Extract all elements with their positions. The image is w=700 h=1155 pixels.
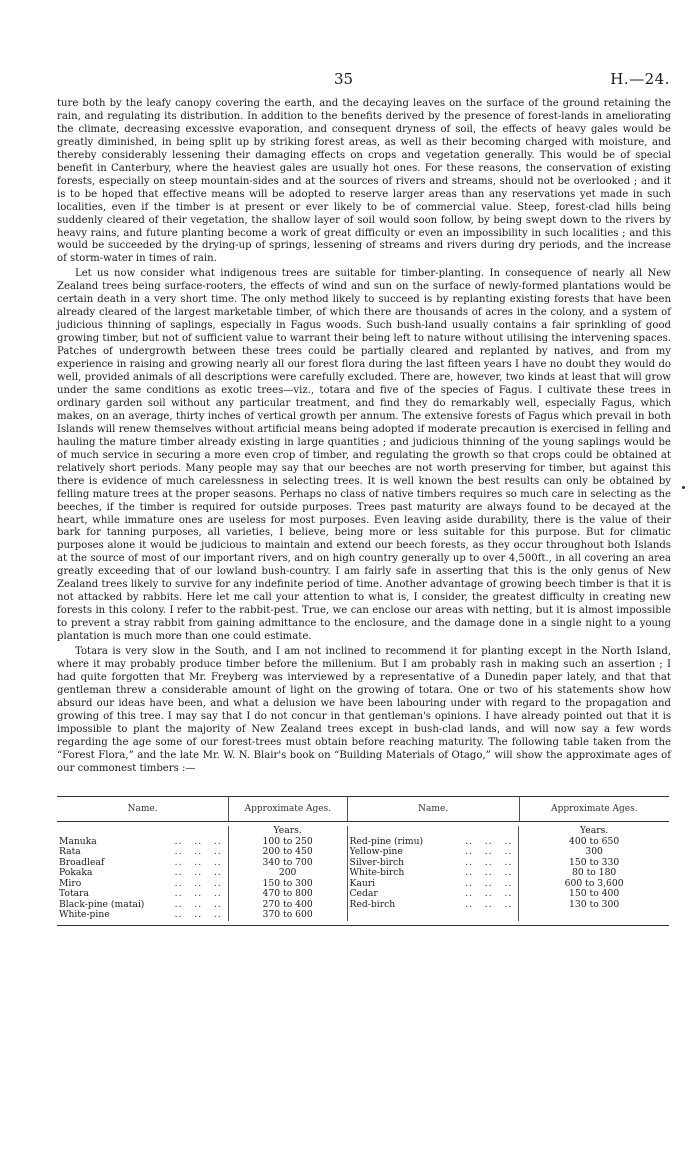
table-row-name bbox=[350, 837, 519, 848]
table-row-age: 100 to 250 bbox=[262, 836, 313, 847]
table-row-age: 150 to 400 bbox=[569, 889, 620, 899]
table-row-age: 150 to 300 bbox=[262, 878, 313, 889]
tree-name: Manuka bbox=[59, 836, 97, 847]
ages-table bbox=[57, 796, 669, 926]
tree-name: Totara bbox=[59, 889, 89, 899]
tree-name: Cedar bbox=[349, 889, 378, 899]
paragraph: ture both by the leafy canopy covering the earth, and the decaying leaves on the surface of the ground retaining the rain, and regulating its distribution. In addition to the benefits derived by the presence of forest-lands in ameliorating the climate, decreasing excessive evaporation, and consequent dryness of soil, the effects of heavy gales would be greatly diminished, in being split up by striking forest areas, as well as their becoming charged with moisture, and thereby considerably lessening their damaging effects on crops and vegetation generally. This would be of special benefit in Canterbury, where the heaviest gales are usually hot ones. For these reasons, the conservation of existing forests, especially on steep mountain-sides and at the sources of rivers and streams, should not be overlooked ; and it is to be hoped that effective means will be adopted to reserve larger areas than any reservations yet made in such localities, even if the timber is at present or ever likely to be of commercial value. Steep, forest-clad hills being suddenly cleared of their vegetation, the shallow layer of soil would soon follow, by being swept down to the rivers by heavy rains, and future planting become a work of great difficulty or even an impossibility in such localities ; and this would be succeeded by the drying-up of springs, lessening of streams and rivers during dry periods, and the increase of storm-water in times of rain. bbox=[57, 98, 671, 265]
table-header-ages: Approximate Ages. bbox=[551, 804, 638, 814]
table-body bbox=[57, 822, 669, 925]
table-row-name bbox=[350, 858, 519, 869]
units-label: Years. bbox=[273, 825, 302, 836]
table-row-name bbox=[350, 900, 519, 911]
dot-leader: .. .. .. bbox=[461, 847, 513, 857]
dot-leader: .. .. .. bbox=[170, 889, 222, 899]
tree-name: Broadleaf bbox=[59, 857, 105, 868]
paragraph: Let us now consider what indigenous trees are suitable for timber-planting. In consequence of nearly all New Zealand trees being surface-rooters, the effects of wind and sun on the surface of newly-formed plantations would be certain death in a very short time. The only method likely to succeed is by replanting existing forests that have been already cleared of the largest marketable timber, of which there are thousands of acres in the colony, and a system of judicious thinning of saplings, especially in Fagus woods. Such bush-land usually contains a fair sprinkling of good growing timber, but not of sufficient value to warrant their being left to nature without utilising the intervening spaces. Patches of undergrowth between these trees could be partially cleared and replanted by natives, and from my experience in raising and growing nearly all our forest flora during the last fifteen years I have no doubt they would do well, provided animals of all descriptions were carefully excluded. There are, however, two kinds at least that will grow under the same conditions as exotic trees—viz., totara and five of the species of Fagus. I cultivate these trees in ordinary garden soil without any particular treatment, and find they do remarkably well, especially Fagus, which makes, on an average, thirty inches of vertical growth per annum. The extensive forests of Fagus which prevail in both Islands will renew themselves without artificial means being adopted if moderate precaution is exercised in felling and hauling the mature timber already existing in large quantities ; and judicious thinning of the young saplings would be of much service in securing a more even crop of timber, and regulating the growth so that crops could be obtained at relatively short periods. Many people may say that our beeches are not worth preserving for timber, but against this there is evidence of much carelessness in selecting trees. It is well known the best results can only be obtained by felling mature trees at the proper seasons. Perhaps no class of native timbers requires so much care in selecting as the beeches, if the timber is required for outside purposes. Trees past maturity are always found to be decayed at the heart, while immature ones are useless for most purposes. Even leaving aside durability, there is the value of their bark for tanning purposes, all varieties, I believe, being more or less suitable for this purpose. But for climatic purposes alone it would be judicious to maintain and extend our beech forests, as they occur throughout both Islands at the source of most of our important rivers, and on high country generally up to over 4,500ft., in all covering an area greatly exceeding that of our lowland bush-country. I am fairly safe in asserting that this is the only genus of New Zealand trees likely to survive for any indefinite period of time. Another advantage of growing beech timber is that it is not attacked by rabbits. Here let me call your attention to what is, I consider, the greatest difficulty in creating new forests in this colony. I refer to the rabbit-pest. True, we can enclose our areas with netting, but it is almost impossible to prevent a stray rabbit from gaining admittance to the enclosure, and the damage done in a single night to a young plantation is much more than one could estimate. bbox=[57, 268, 671, 643]
table-row-age: 340 to 700 bbox=[262, 857, 313, 868]
dot-leader: .. .. .. bbox=[170, 899, 222, 910]
table-left-names bbox=[57, 826, 229, 921]
table-row-name bbox=[350, 847, 519, 858]
dot-leader: .. .. .. bbox=[170, 878, 222, 889]
dot-leader: .. .. .. bbox=[461, 836, 513, 847]
dot-leader: .. .. .. bbox=[170, 836, 222, 847]
tree-name: Rata bbox=[59, 847, 81, 857]
page-number: 35 bbox=[334, 70, 354, 88]
tree-name: Pokaka bbox=[59, 868, 93, 878]
dot-leader: .. .. .. bbox=[461, 857, 513, 868]
paragraph: Totara is very slow in the South, and I am not inclined to recommend it for planting except in the North Island, where it may probably produce timber before the millenium. But I am probably rash in making such an assertion ; I had quite forgotten that Mr. Freyberg was interviewed by a representative of a Dunedin paper lately, and that that gentleman threw a considerable amount of light on the growing of totara. One or two of his statements show how absurd our ideas have been, and what a delusion we have been labouring under with regard to the propagation and growing of this tree. I may say that I do not concur in that gentleman's opinions. I have already pointed out that it is impossible to plant the majority of New Zealand trees except in bush-clad lands, and will now say a few words regarding the age some of our forest-trees must obtain before reaching maturity. The following table taken from the “Forest Flora,” and the late Mr. W. N. Blair's book on “Building Materials of Otago,” will show the approximate ages of our commonest timbers :— bbox=[57, 646, 671, 774]
table-header-row bbox=[57, 797, 669, 822]
table-row-name bbox=[59, 910, 228, 921]
spacer bbox=[350, 826, 519, 837]
table-header-name: Name. bbox=[57, 797, 229, 821]
table-header-name: Name. bbox=[348, 797, 520, 821]
tree-name: White-birch bbox=[349, 868, 405, 878]
table-row-name bbox=[59, 879, 228, 890]
table-row-name bbox=[350, 889, 519, 900]
table-right-names bbox=[348, 826, 520, 921]
margin-mark bbox=[682, 486, 685, 489]
spacer bbox=[59, 826, 228, 837]
table-row-name bbox=[350, 868, 519, 879]
table-row-age: 400 to 650 bbox=[569, 836, 620, 847]
tree-name: Silver-birch bbox=[349, 857, 405, 868]
table-row-name bbox=[59, 837, 228, 848]
dot-leader: .. .. .. bbox=[170, 847, 222, 857]
dot-leader: .. .. .. bbox=[170, 857, 222, 868]
dot-leader: .. .. .. bbox=[461, 878, 513, 889]
tree-name: Miro bbox=[59, 878, 82, 889]
table-right-ages bbox=[519, 826, 669, 921]
tree-name: White-pine bbox=[59, 910, 110, 920]
tree-name: Yellow-pine bbox=[349, 847, 403, 857]
table-left-ages bbox=[229, 826, 348, 921]
table-row-age: 300 bbox=[585, 847, 603, 857]
tree-name: Black-pine (matai) bbox=[59, 899, 145, 910]
dot-leader: .. .. .. bbox=[461, 899, 513, 910]
table-bottom-rule bbox=[57, 925, 669, 926]
table-row-name bbox=[59, 847, 228, 858]
table-row-age: 130 to 300 bbox=[569, 899, 620, 910]
tree-name: Red-birch bbox=[349, 899, 396, 910]
table-row-age: 270 to 400 bbox=[262, 899, 313, 910]
table-row-name bbox=[350, 879, 519, 890]
table-row-age: 200 bbox=[278, 868, 297, 878]
tree-name: Red-pine (rimu) bbox=[349, 836, 424, 847]
dot-leader: .. .. .. bbox=[170, 910, 222, 920]
table-row-age: 200 to 450 bbox=[262, 847, 313, 857]
units-label: Years. bbox=[580, 825, 609, 836]
table-header-ages: Approximate Ages. bbox=[229, 797, 347, 821]
table-row-name bbox=[59, 889, 228, 900]
body-text bbox=[57, 98, 671, 776]
dot-leader: .. .. .. bbox=[461, 889, 513, 899]
document-reference: H.—24. bbox=[610, 70, 670, 88]
table-row-age: 600 to 3,600 bbox=[564, 878, 624, 889]
table-row-age: 80 to 180 bbox=[571, 868, 617, 878]
table-row-age: 150 to 330 bbox=[569, 857, 620, 868]
table-row-age: 370 to 600 bbox=[262, 910, 313, 920]
table-row-age: 470 to 800 bbox=[262, 889, 313, 899]
page-header bbox=[0, 70, 700, 92]
dot-leader: .. .. .. bbox=[170, 868, 222, 878]
tree-name: Kauri bbox=[349, 878, 376, 889]
table-row-name bbox=[59, 900, 228, 911]
table-row-name bbox=[59, 868, 228, 879]
dot-leader: .. .. .. bbox=[461, 868, 513, 878]
table-row-name bbox=[59, 858, 228, 869]
